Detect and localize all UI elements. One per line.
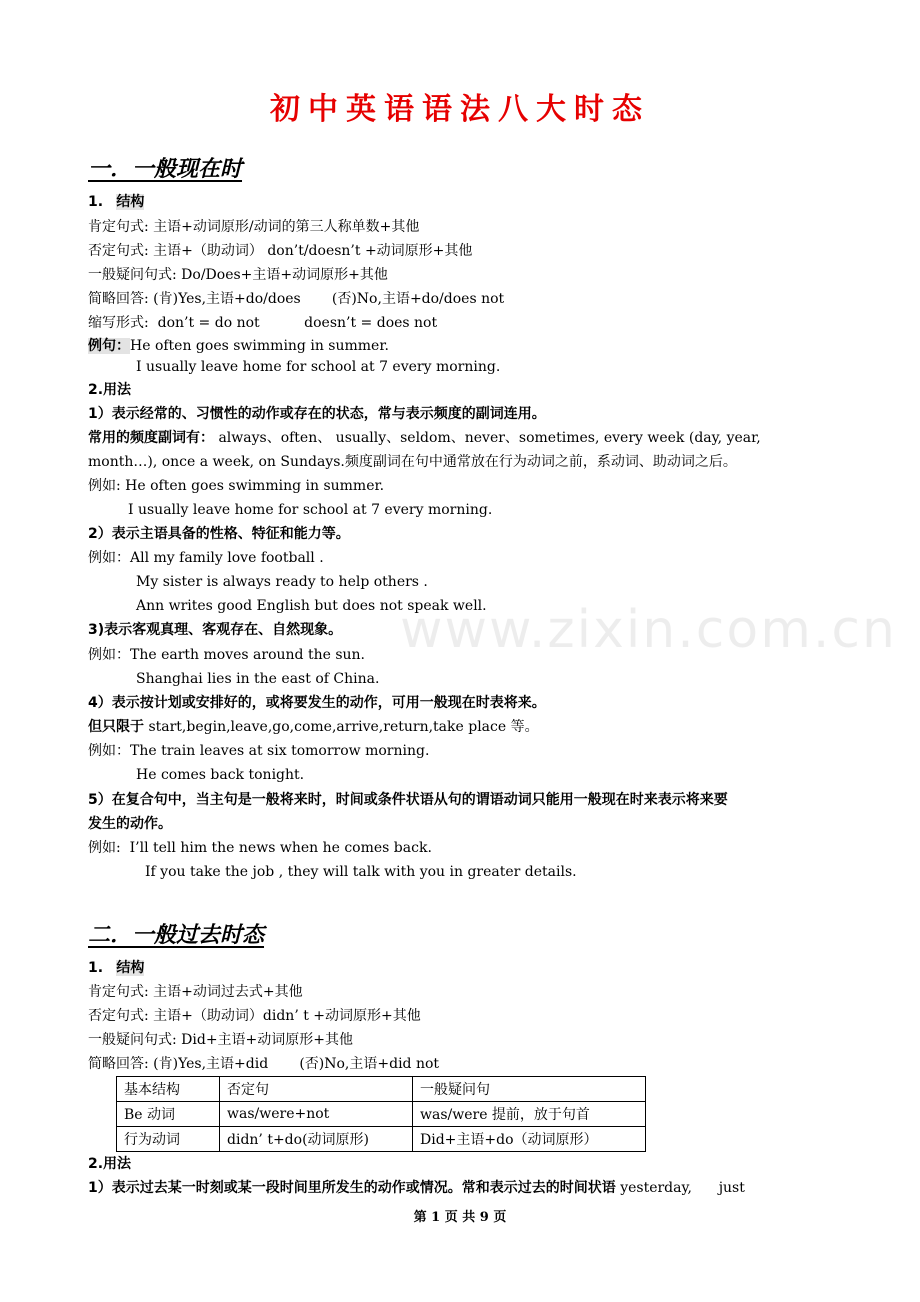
table-cell: didn’ t+do(动词原形) (220, 1127, 413, 1152)
usage-1-example-2: I usually leave home for school at 7 every morning. (128, 502, 493, 518)
structure-number: 1. (88, 194, 104, 210)
negative-form: 否定句式: 主语+（助动词） don’t/doesn’t +动词原形+其他 (88, 243, 473, 259)
table-cell: was/were 提前，放于句首 (413, 1102, 646, 1127)
affirmative-form-2: 肯定句式: 主语+动词过去式+其他 (88, 984, 303, 1000)
usage-4-limit-label: 但只限于 (88, 719, 144, 735)
frequency-text-2: month…), once a week, on Sundays.频度副词在句中通常放在行为动词之前，系动词、助动词之后。 (88, 454, 737, 470)
usage-3-example-1: 例如：The earth moves around the sun. (88, 647, 365, 663)
section-heading-present-simple: 一．一般现在时 (88, 157, 243, 182)
table-row (117, 1127, 646, 1152)
usage-2-example-1: 例如：All my family love football . (88, 550, 324, 566)
table-cell: 否定句 (220, 1077, 413, 1102)
usage-5-example-1: 例如: I’ll tell him the news when he comes back. (88, 840, 432, 856)
example-text-2: I usually leave home for school at 7 every morning. (136, 359, 501, 375)
page-title: 初中英语语法八大时态 (270, 92, 650, 127)
usage-3-example-2: Shanghai lies in the east of China. (136, 671, 380, 687)
usage-4-example-2: He comes back tonight. (136, 767, 305, 783)
frequency-label: 常用的频度副词有： (88, 430, 214, 446)
example-label: 例句： (88, 338, 130, 354)
structure-label-2: 结构 (116, 960, 145, 976)
contraction: 缩写形式: don’t = do not doesn’t = does not (88, 315, 438, 331)
short-answer-2: 简略回答: (肯)Yes,主语+did (否)No,主语+did not (88, 1056, 440, 1072)
usage-4-limit-text: start,begin,leave,go,come,arrive,return,take place 等。 (144, 719, 539, 735)
usage-2-example-2: My sister is always ready to help others . (136, 574, 428, 590)
usage-1-title: 1）表示经常的、习惯性的动作或存在的状态，常与表示频度的副词连用。 (88, 406, 546, 422)
usage-2-1-tail: yesterday, just (615, 1180, 745, 1196)
usage-2-example-3: Ann writes good English but does not speak well. (136, 598, 487, 614)
usage-4-title: 4）表示按计划或安排好的，或将要发生的动作，可用一般现在时表将来。 (88, 695, 546, 711)
question-form: 一般疑问句式: Do/Does+主语+动词原形+其他 (88, 267, 388, 283)
structure-heading-2 (88, 958, 144, 978)
structure-label: 结构 (116, 194, 145, 210)
usage-2-title: 2）表示主语具备的性格、特征和能力等。 (88, 526, 350, 542)
usage-heading-2: 2.用法 (88, 1156, 132, 1172)
usage-4-limit (88, 717, 539, 737)
usage-5-title: 5）在复合句中，当主句是一般将来时，时间或条件状语从句的谓语动词只能用一般现在时来表示将来要 (88, 792, 728, 808)
usage-2-1-line (88, 1178, 745, 1198)
usage-3-title: 3)表示客观真理、客观存在、自然现象。 (88, 622, 343, 638)
frequency-text: always、often、 usually、seldom、never、sometimes, every week (day, year, (214, 430, 761, 446)
page-footer: 第 1 页 共 9 页 (413, 1210, 507, 1225)
example-text: He often goes swimming in summer. (130, 338, 389, 354)
frequency-adverbs (88, 428, 761, 448)
structure-heading (88, 192, 144, 212)
table-cell: 基本结构 (117, 1077, 220, 1102)
usage-5-example-2: If you take the job , they will talk with you in greater details. (145, 864, 577, 880)
usage-4-example-1: 例如：The train leaves at six tomorrow morning. (88, 743, 430, 759)
table-cell: 行为动词 (117, 1127, 220, 1152)
structure-table (116, 1076, 646, 1152)
table-row (117, 1102, 646, 1127)
section-heading-past-simple: 二．一般过去时态 (88, 923, 265, 948)
negative-form-2: 否定句式: 主语+（助动词）didn’ t +动词原形+其他 (88, 1008, 421, 1024)
usage-heading: 2.用法 (88, 382, 132, 398)
table-cell: Be 动词 (117, 1102, 220, 1127)
usage-2-1-title: 1）表示过去某一时刻或某一段时间里所发生的动作或情况。常和表示过去的时间状语 (88, 1180, 616, 1196)
short-answer: 简略回答: (肯)Yes,主语+do/does (否)No,主语+do/does not (88, 291, 505, 307)
affirmative-form: 肯定句式: 主语+动词原形/动词的第三人称单数+其他 (88, 219, 420, 235)
watermark: www.zixin.com.cn (400, 600, 897, 660)
table-cell: 一般疑问句 (413, 1077, 646, 1102)
table-row (117, 1077, 646, 1102)
example-line (88, 336, 389, 356)
usage-5-title-2: 发生的动作。 (88, 816, 172, 832)
table-cell: was/were+not (220, 1102, 413, 1127)
structure-number-2: 1. (88, 960, 104, 976)
question-form-2: 一般疑问句式: Did+主语+动词原形+其他 (88, 1032, 354, 1048)
table-cell: Did+主语+do（动词原形） (413, 1127, 646, 1152)
usage-1-example-1: 例如: He often goes swimming in summer. (88, 478, 385, 494)
